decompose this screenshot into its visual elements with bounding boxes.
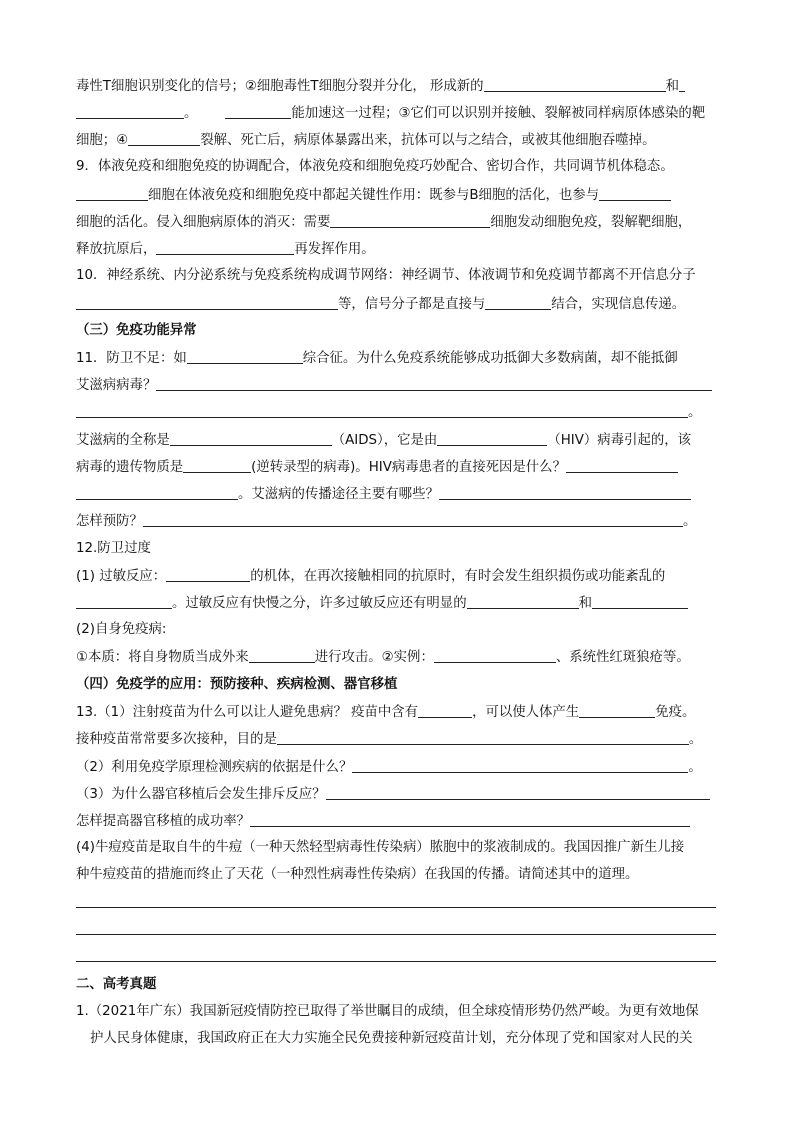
text-line xyxy=(76,104,705,123)
text-segment: 和 xyxy=(578,596,592,611)
text-segment: 种牛痘疫苗的措施而终止了天花（一种烈性病毒性传染病）在我国的传播。请简述其中的道理。 xyxy=(76,867,639,882)
text-segment: (2)自身免疫病: xyxy=(76,622,167,637)
text-line xyxy=(76,812,690,831)
heading-text: （三）免疫功能异常 xyxy=(76,323,197,338)
answer-line[interactable] xyxy=(277,730,689,745)
text-line xyxy=(76,1003,699,1021)
blank-field[interactable] xyxy=(76,186,148,201)
heading-text: 二、高考真题 xyxy=(76,977,157,992)
text-segment: （AIDS），它是由 xyxy=(331,433,438,448)
blank-field[interactable] xyxy=(187,349,303,364)
text-line xyxy=(76,213,691,232)
text-segment: (1) 过敏反应： xyxy=(76,569,167,584)
text-segment: 艾滋病的全称是 xyxy=(76,433,170,448)
blank-field[interactable] xyxy=(170,431,332,446)
text-segment: 12.防卫过度 xyxy=(76,541,151,556)
text-segment: 进行攻击。②实例： xyxy=(314,650,434,665)
text-line xyxy=(76,621,166,639)
text-segment: 等，信号分子都是直接与 xyxy=(338,297,486,312)
text-segment: 和 xyxy=(665,79,679,94)
blank-field[interactable] xyxy=(183,458,251,473)
text-segment: 细胞在体液免疫和细胞免疫中都起关键性作用：既参与B细胞的活化，也参与 xyxy=(148,188,600,203)
blank-field[interactable] xyxy=(566,458,678,473)
answer-line[interactable] xyxy=(439,485,691,500)
text-segment: 细胞的活化。侵入细胞病原体的消灭：需要 xyxy=(76,215,331,230)
answer-line[interactable] xyxy=(326,785,710,800)
text-line xyxy=(76,403,701,422)
text-line xyxy=(76,458,678,477)
text-line xyxy=(76,240,375,259)
blank-field[interactable] xyxy=(599,186,671,201)
text-segment: 。 xyxy=(688,732,703,747)
text-segment: 接种疫苗常常要多次接种，目的是 xyxy=(76,732,277,747)
section-heading xyxy=(76,976,156,994)
blank-field[interactable] xyxy=(484,77,666,92)
text-segment: (4)牛痘疫苗是取自牛的牛痘（一种天然轻型病毒性传染病）脓胞中的浆液制成的。我国因推广新生儿接 xyxy=(76,840,685,855)
blank-field[interactable] xyxy=(249,648,315,663)
text-line xyxy=(76,512,696,531)
text-segment: 病毒的遗传物质是 xyxy=(76,460,184,475)
text-segment: （HIV）病毒引起的，该 xyxy=(547,433,692,448)
answer-line[interactable] xyxy=(76,403,688,418)
text-segment: 11．防卫不足：如 xyxy=(76,351,187,366)
text-segment: （3）为什么器官移植后会发生排斥反应？ xyxy=(76,787,326,802)
answer-line[interactable] xyxy=(156,376,712,391)
answer-line[interactable] xyxy=(250,812,690,827)
text-segment: 细胞；④ xyxy=(76,133,129,148)
blank-field[interactable] xyxy=(579,703,655,718)
text-segment: 综合征。为什么免疫系统能够成功抵御大多数病菌，却不能抵御 xyxy=(302,351,678,366)
text-line xyxy=(76,594,688,613)
text-line xyxy=(76,866,638,884)
blank-field[interactable] xyxy=(156,240,294,255)
text-segment: ①本质：将自身物质当成外来 xyxy=(76,650,249,665)
text-line xyxy=(76,485,691,504)
text-segment: 。 xyxy=(682,514,697,529)
text-line xyxy=(90,1030,693,1048)
blank-field[interactable] xyxy=(128,131,200,146)
text-line xyxy=(76,158,674,176)
text-line xyxy=(76,785,710,804)
blank-field[interactable] xyxy=(76,104,184,119)
text-segment: 的机体，在再次接触相同的抗原时，有时会发生组织损伤或功能紊乱的 xyxy=(250,569,666,584)
section-heading xyxy=(76,322,197,340)
text-line xyxy=(76,376,712,395)
text-segment: 护人民身体健康，我国政府正在大力实施全民免费接种新冠疫苗计划，充分体现了党和国家对人民的关 xyxy=(90,1031,693,1046)
text-line xyxy=(76,839,684,857)
text-segment: 再发挥作用。 xyxy=(294,242,375,257)
blank-field[interactable] xyxy=(166,567,250,582)
text-segment: 裂解、死亡后，病原体暴露出来，抗体可以与之结合，或被其他细胞吞噬掉。 xyxy=(200,133,656,148)
text-segment: 1.（2021年广东）我国新冠疫情防控已取得了举世瞩目的成绩，但全球疫情形势仍然严峻。为更有效地保 xyxy=(76,1004,699,1019)
text-line xyxy=(76,349,678,368)
answer-line[interactable] xyxy=(352,758,688,773)
blank-field[interactable] xyxy=(225,104,291,119)
blank-field[interactable] xyxy=(485,295,551,310)
text-segment: 。 xyxy=(184,106,198,121)
text-line xyxy=(76,730,702,749)
text-segment: 毒性T细胞识别变化的信号；②细胞毒性T细胞分裂并分化， 形成新的 xyxy=(76,79,484,94)
answer-rule[interactable] xyxy=(76,907,716,908)
text-segment: 能加速这一过程；③它们可以识别并接触、裂解被同样病原体感染的靶 xyxy=(291,106,706,121)
text-segment: 。艾滋病的传播途径主要有哪些？ xyxy=(238,487,439,502)
blank-field[interactable] xyxy=(76,485,238,500)
blank-field[interactable] xyxy=(467,594,579,609)
text-line xyxy=(76,758,702,777)
text-segment: 。过敏反应有快慢之分，许多过敏反应还有明显的 xyxy=(172,596,467,611)
text-line xyxy=(76,431,691,450)
text-line xyxy=(76,295,685,314)
text-line xyxy=(76,567,665,586)
blank-field[interactable] xyxy=(434,648,556,663)
blank-field[interactable] xyxy=(437,431,547,446)
text-segment: 。 xyxy=(688,405,702,420)
text-segment: 艾滋病病毒？ xyxy=(76,378,157,393)
answer-rule[interactable] xyxy=(76,961,716,962)
text-line xyxy=(76,648,690,667)
text-line xyxy=(76,267,696,285)
text-segment: (逆转录型的病毒)。HIV病毒患者的直接死因是什么？ xyxy=(251,460,566,475)
text-segment: 释放抗原后， xyxy=(76,242,157,257)
section-heading xyxy=(76,676,397,694)
text-line xyxy=(76,540,151,558)
blank-field[interactable] xyxy=(592,594,688,609)
text-segment: 怎样预防？ xyxy=(76,514,143,529)
answer-rule[interactable] xyxy=(76,934,716,935)
text-segment: 9．体液免疫和细胞免疫的协调配合，体液免疫和细胞免疫巧妙配合、密切合作，共同调节机体稳态。 xyxy=(76,159,674,174)
text-segment: 结合，实现信息传递。 xyxy=(551,297,686,312)
text-line xyxy=(76,131,655,150)
blank-field[interactable] xyxy=(330,213,490,228)
text-segment: ，可以使人体产生 xyxy=(472,705,580,720)
answer-line[interactable] xyxy=(143,512,683,527)
text-line xyxy=(76,77,685,96)
text-segment: 免疫。 xyxy=(655,705,696,720)
text-segment: 细胞发动细胞免疫，裂解靶细胞， xyxy=(490,215,692,230)
blank-field[interactable] xyxy=(679,77,685,92)
text-segment: 、系统性红斑狼疮等。 xyxy=(555,650,690,665)
text-segment: 。 xyxy=(688,760,702,775)
blank-field[interactable] xyxy=(418,703,472,718)
text-segment: 10．神经系统、内分泌系统与免疫系统构成调节网络：神经调节、体液调节和免疫调节都离不开信息分子 xyxy=(76,268,696,283)
heading-text: （四）免疫学的应用：预防接种、疾病检测、器官移植 xyxy=(76,677,398,692)
text-line xyxy=(76,703,695,722)
blank-field[interactable] xyxy=(76,594,172,609)
text-line xyxy=(76,186,671,205)
text-segment: （2）利用免疫学原理检测疾病的依据是什么？ xyxy=(76,760,353,775)
text-segment: 13.（1）注射疫苗为什么可以让人避免患病？ 疫苗中含有 xyxy=(76,705,419,720)
text-segment: 怎样提高器官移植的成功率？ xyxy=(76,814,251,829)
blank-field[interactable] xyxy=(76,295,338,310)
